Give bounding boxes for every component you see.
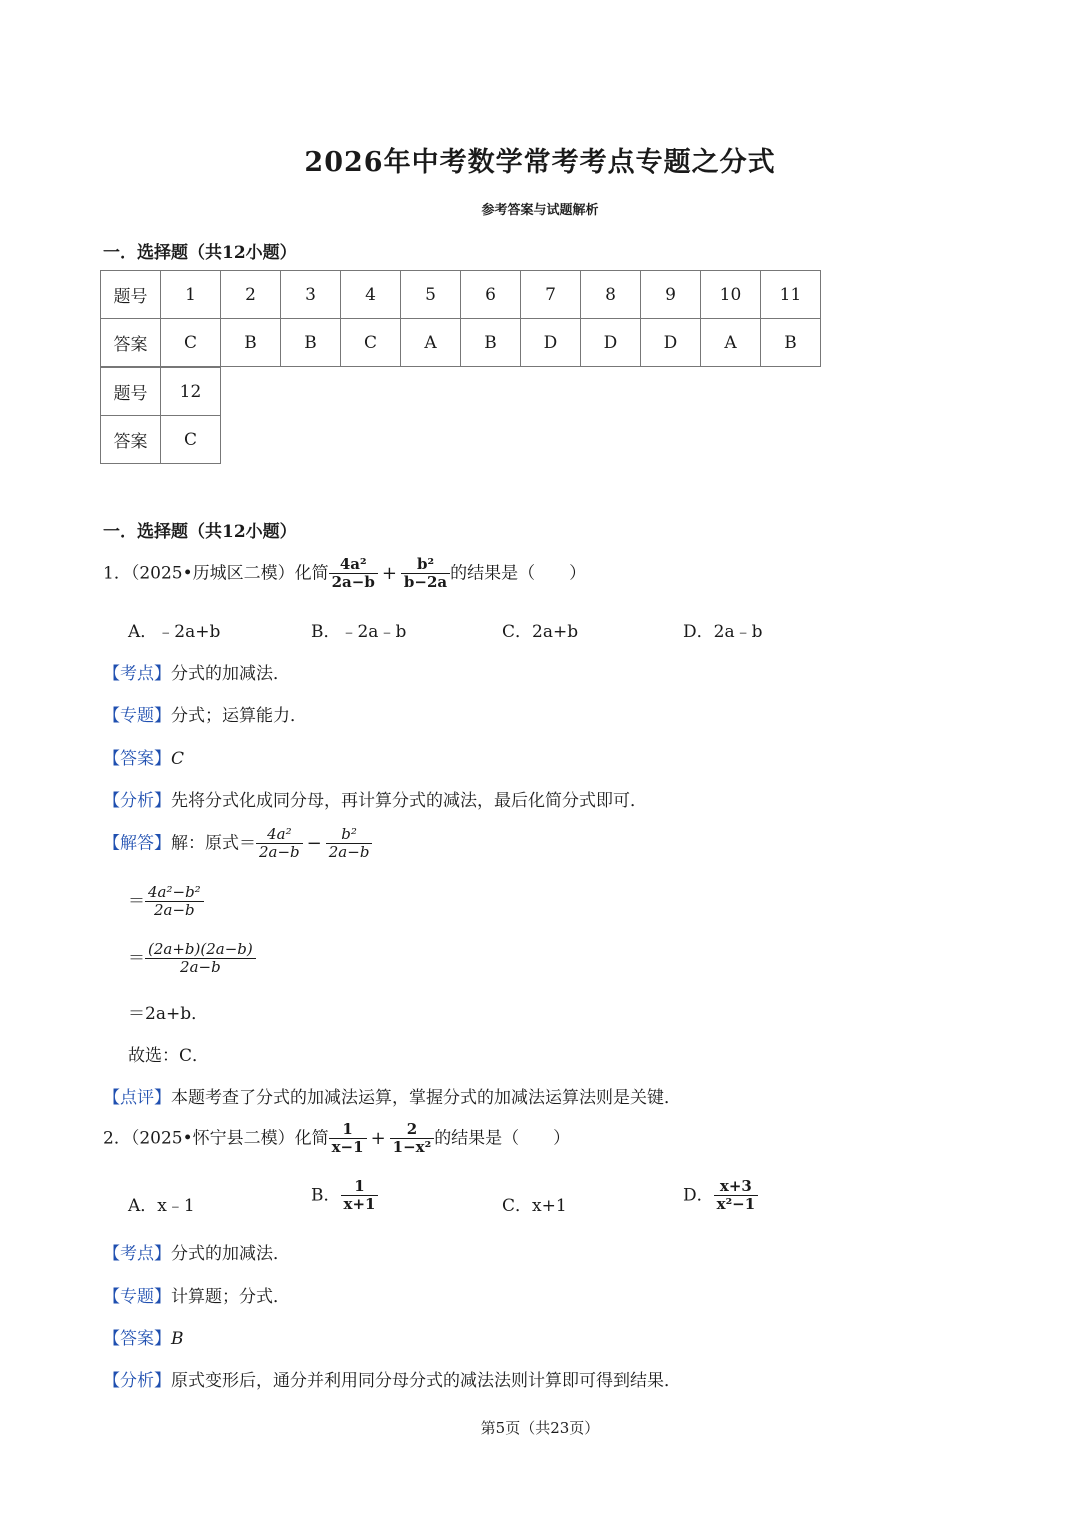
q1-option-b: B．﹣2a﹣b	[311, 622, 407, 642]
q1-suffix: 的结果是（ ）	[450, 563, 587, 584]
q2-option-d: D． $\frac{x+3}{\text{x²−1}}$	[683, 1178, 758, 1214]
table-cell: B	[461, 319, 521, 367]
q1-step1-fraction-1: $\frac{\text{4a²}}{2a-b}$	[256, 826, 303, 862]
table-cell: 7	[521, 271, 581, 319]
table-row-answers	[101, 416, 221, 464]
table-cell: 11	[761, 271, 821, 319]
q2-option-a: A．x﹣1	[128, 1196, 195, 1216]
q2-fraction-1: $\frac{1}{x-1}$	[329, 1121, 367, 1157]
section-heading: 一．选择题（共12小题）	[103, 243, 297, 263]
q2-suffix: 的结果是（ ）	[434, 1128, 571, 1149]
q1-step-2: ＝ $\frac{\text{4a²−b²}}{2a-b}$	[128, 884, 204, 920]
table-cell: B	[281, 319, 341, 367]
table-cell: D	[581, 319, 641, 367]
table-row-answers	[101, 319, 821, 367]
row-label-number: 题号	[101, 368, 161, 416]
table-cell: 1	[161, 271, 221, 319]
table-row-numbers	[101, 368, 221, 416]
answer-table	[100, 270, 821, 367]
table-row-numbers	[101, 271, 821, 319]
q1-step3-fraction: $\frac{(2a+b)(2a-b)}{2a-b}$	[145, 941, 256, 977]
q1-step2-fraction: $\frac{\text{4a²−b²}}{2a-b}$	[145, 884, 204, 920]
q1-step1-fraction-2: $\frac{\text{b²}}{2a-b}$	[326, 826, 373, 862]
q1-option-a: A．﹣2a+b	[128, 622, 221, 642]
q2-prefix: 2．（2025•怀宁县二模）化简	[103, 1128, 329, 1149]
q1-choose: 故选：C．	[128, 1046, 210, 1066]
table-cell: 6	[461, 271, 521, 319]
table-cell: 4	[341, 271, 401, 319]
q2-daan: 【答案】B	[103, 1329, 184, 1349]
table-cell: 10	[701, 271, 761, 319]
q1-fraction-2: $\frac{\text{b²}}{b-2a}$	[401, 556, 450, 592]
table-cell: B	[761, 319, 821, 367]
row-label-answer: 答案	[101, 319, 161, 367]
question-1-stem: 1．（2025•历城区二模）化简 $\frac{\text{4a²}}{2a-b}$ + $\frac{\text{b²}}{b-2a}$ 的结果是（ ）	[103, 555, 587, 592]
table-cell: C	[161, 319, 221, 367]
table-cell: 8	[581, 271, 641, 319]
row-label-answer: 答案	[101, 416, 161, 464]
q1-daan: 【答案】C	[103, 749, 185, 769]
table-cell: 2	[221, 271, 281, 319]
q1-option-d: D．2a﹣b	[683, 622, 763, 642]
table-cell: C	[161, 416, 221, 464]
q1-kaodian: 【考点】分式的加减法．	[103, 664, 290, 684]
row-label-number: 题号	[101, 271, 161, 319]
page-title: 2026年中考数学常考考点专题之分式	[304, 147, 776, 178]
question-2-stem: 2．（2025•怀宁县二模）化简 $\frac{1}{x-1}$ + $\frac{2}{\text{1−x²}}$ 的结果是（ ）	[103, 1120, 571, 1157]
table-cell: 12	[161, 368, 221, 416]
answer-table-2	[100, 367, 221, 464]
q2-fenxi: 【分析】原式变形后，通分并利用同分母分式的减法法则计算即可得到结果．	[103, 1371, 681, 1391]
q1-option-c: C．2a+b	[502, 622, 579, 642]
page-subtitle: 参考答案与试题解析	[481, 203, 599, 218]
page-footer: 第5页（共23页）	[480, 1419, 600, 1437]
table-cell: D	[641, 319, 701, 367]
section-heading-2: 一．选择题（共12小题）	[103, 522, 297, 542]
table-cell: 9	[641, 271, 701, 319]
q2-zhuanti: 【专题】计算题；分式．	[103, 1287, 290, 1307]
q1-dianping: 【点评】本题考查了分式的加减法运算，掌握分式的加减法运算法则是关键．	[103, 1088, 681, 1108]
table-cell: 3	[281, 271, 341, 319]
table-cell: C	[341, 319, 401, 367]
q1-jieda: 【解答】解：原式＝ $\frac{\text{4a²}}{2a-b}$ − $\frac{\text{b²}}{2a-b}$	[103, 826, 372, 862]
q2-fraction-2: $\frac{2}{\text{1−x²}}$	[390, 1121, 435, 1157]
table-cell: B	[221, 319, 281, 367]
q2-option-c: C．x+1	[502, 1196, 567, 1216]
q1-prefix: 1．（2025•历城区二模）化简	[103, 563, 329, 584]
q1-step-4: ＝2a+b．	[128, 1004, 209, 1024]
q1-fraction-1: $\frac{\text{4a²}}{2a-b}$	[329, 556, 378, 592]
table-cell: A	[401, 319, 461, 367]
q1-step-3: ＝ $\frac{(2a+b)(2a-b)}{2a-b}$	[128, 941, 256, 977]
table-cell: D	[521, 319, 581, 367]
table-cell: A	[701, 319, 761, 367]
q2-kaodian: 【考点】分式的加减法．	[103, 1244, 290, 1264]
q1-zhuanti: 【专题】分式；运算能力．	[103, 706, 307, 726]
q1-fenxi: 【分析】先将分式化成同分母，再计算分式的减法，最后化简分式即可．	[103, 791, 647, 811]
table-cell: 5	[401, 271, 461, 319]
q2-option-b: B． $\frac{1}{x+1}$	[311, 1178, 378, 1214]
